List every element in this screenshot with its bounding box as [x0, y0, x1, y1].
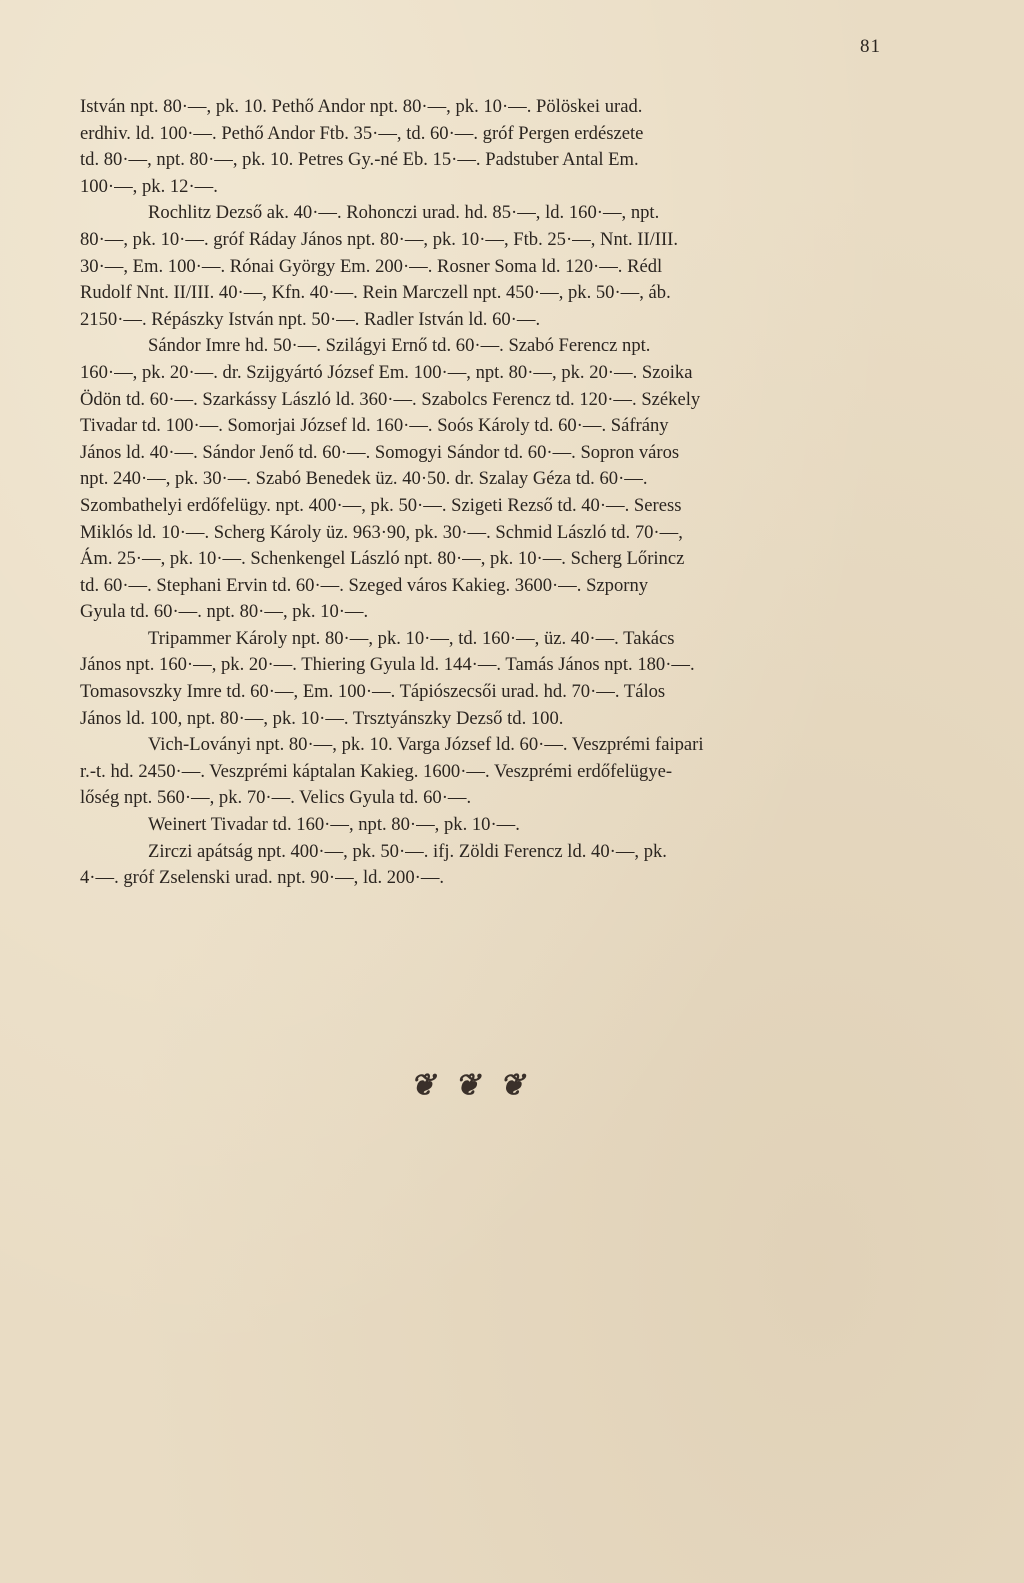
- text-line: Gyula td. 60·—. npt. 80·—, pk. 10·—.: [80, 601, 369, 623]
- text-line: erdhiv. ld. 100·—. Pethő Andor Ftb. 35·—, td. 60·—. gróf Pergen erdészete: [80, 122, 644, 144]
- text-line: Zirczi apátság npt. 400·—, pk. 50·—. ifj. Zöldi Ferencz ld. 40·—, pk.: [148, 840, 667, 862]
- text-line: td. 80·—, npt. 80·—, pk. 10. Petres Gy.-né Eb. 15·—. Padstuber Antal Em.: [80, 149, 639, 171]
- text-line: 160·—, pk. 20·—. dr. Szijgyártó József Em. 100·—, npt. 80·—, pk. 20·—. Szoika: [80, 361, 693, 383]
- text-line: td. 60·—. Stephani Ervin td. 60·—. Szeged város Kakieg. 3600·—. Szporny: [80, 574, 649, 596]
- text-line: Tripammer Károly npt. 80·—, pk. 10·—, td. 160·—, üz. 40·—. Takács: [148, 627, 675, 649]
- text-line: János npt. 160·—, pk. 20·—. Thiering Gyula ld. 144·—. Tamás János npt. 180·—.: [80, 654, 695, 676]
- text-line: 100·—, pk. 12·—.: [80, 175, 218, 197]
- text-body: [80, 94, 892, 892]
- text-line: Rochlitz Dezső ak. 40·—. Rohonczi urad. hd. 85·—, ld. 160·—, npt.: [148, 202, 660, 224]
- text-line: Szombathelyi erdőfelügy. npt. 400·—, pk. 50·—. Szigeti Rezső td. 40·—. Seress: [80, 494, 682, 516]
- text-line: Weinert Tivadar td. 160·—, npt. 80·—, pk. 10·—.: [148, 814, 520, 836]
- text-line: István npt. 80·—, pk. 10. Pethő Andor npt. 80·—, pk. 10·—. Pölöskei urad.: [80, 96, 643, 117]
- text-line: 4·—. gróf Zselenski urad. npt. 90·—, ld. 200·—.: [80, 867, 445, 889]
- text-line: lőség npt. 560·—, pk. 70·—. Velics Gyula td. 60·—.: [80, 787, 472, 809]
- text-line: 80·—, pk. 10·—. gróf Ráday János npt. 80·—, pk. 10·—, Ftb. 25·—, Nnt. II/III.: [80, 228, 679, 250]
- text-line: npt. 240·—, pk. 30·—. Szabó Benedek üz. 40·50. dr. Szalay Géza td. 60·—.: [80, 468, 648, 490]
- text-line: János ld. 40·—. Sándor Jenő td. 60·—. Somogyi Sándor td. 60·—. Sopron város: [80, 441, 680, 463]
- text-line: Tomasovszky Imre td. 60·—, Em. 100·—. Tápiószecsői urad. hd. 70·—. Tálos: [80, 681, 666, 703]
- text-line: Tivadar td. 100·—. Somorjai József ld. 160·—. Soós Károly td. 60·—. Sáfrány: [80, 415, 669, 437]
- text-line: Sándor Imre hd. 50·—. Szilágyi Ernő td. 60·—. Szabó Ferencz npt.: [148, 335, 651, 357]
- text-line: János ld. 100, npt. 80·—, pk. 10·—. Trsztyánszky Dezső td. 100.: [80, 707, 564, 729]
- text-line: Miklós ld. 10·—. Scherg Károly üz. 963·90, pk. 30·—. Schmid László td. 70·—,: [80, 521, 683, 543]
- text-line: Vich-Loványi npt. 80·—, pk. 10. Varga József ld. 60·—. Veszprémi faipari: [148, 734, 704, 756]
- text-line: r.-t. hd. 2450·—. Veszprémi káptalan Kakieg. 1600·—. Veszprémi erdőfelügye-: [80, 760, 673, 782]
- ornament-divider: ❦ ❦ ❦: [410, 1069, 531, 1102]
- text-line: Ám. 25·—, pk. 10·—. Schenkengel László npt. 80·—, pk. 10·—. Scherg Lőrincz: [80, 548, 685, 570]
- text-line: 2150·—. Répászky István npt. 50·—. Radler István ld. 60·—.: [80, 308, 541, 330]
- page-number: 81: [860, 36, 881, 57]
- text-line: Ödön td. 60·—. Szarkássy László ld. 360·—. Szabolcs Ferencz td. 120·—. Székely: [80, 388, 701, 410]
- text-line: Rudolf Nnt. II/III. 40·—, Kfn. 40·—. Rein Marczell npt. 450·—, pk. 50·—, áb.: [80, 282, 671, 304]
- text-line: 30·—, Em. 100·—. Rónai György Em. 200·—. Rosner Soma ld. 120·—. Rédl: [80, 255, 663, 277]
